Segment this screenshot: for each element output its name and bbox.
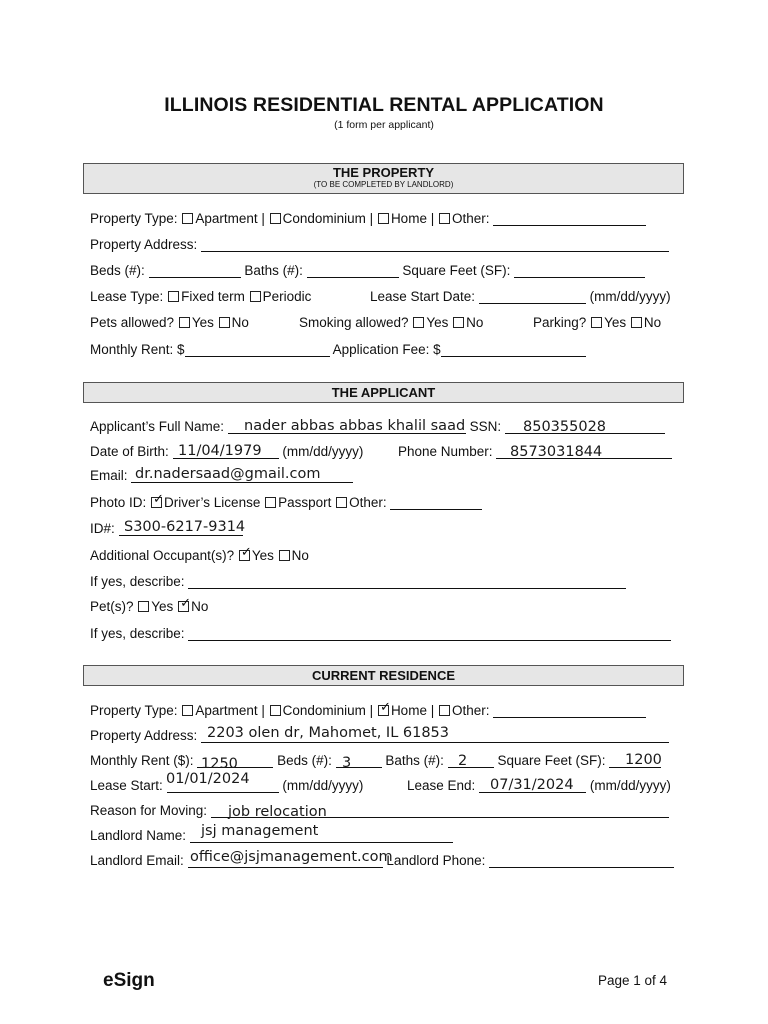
option-label: No [466, 315, 484, 330]
property-type-row [90, 211, 646, 227]
option-label: Yes [251, 548, 274, 563]
rent-fee-row [90, 342, 586, 358]
option-label: No [231, 315, 249, 330]
baths-label: Baths (#): [244, 263, 303, 278]
smoking-allowed-label: Smoking allowed? [299, 315, 409, 330]
checkbox-occupants-no[interactable] [279, 550, 290, 561]
checkbox-passport[interactable] [265, 497, 276, 508]
option-label: No [291, 548, 309, 563]
checkbox-apartment[interactable] [182, 705, 193, 716]
ssn-value: 850355028 [523, 419, 607, 435]
application-fee-label: Application Fee: $ [332, 342, 441, 357]
monthly-rent-field[interactable] [185, 342, 330, 357]
option-label: Passport [278, 495, 332, 510]
option-label: Yes [191, 315, 214, 330]
section-header-residence [83, 665, 684, 686]
sqft-field[interactable] [514, 263, 645, 278]
section-title: THE APPLICANT [331, 385, 436, 400]
property-size-row [90, 263, 645, 279]
landlord-name-value: jsj management [201, 823, 319, 839]
photo-id-label: Photo ID: [90, 495, 147, 510]
checkbox-other[interactable] [439, 213, 450, 224]
landlord-email-value: office@jsjmanagement.com [190, 849, 393, 865]
section-title: THE PROPERTY [332, 165, 435, 180]
pets-describe-field[interactable] [188, 626, 671, 641]
beds-label: Beds (#): [90, 263, 145, 278]
option-label: Other: [451, 211, 490, 226]
pets-label: Pet(s)? [90, 599, 134, 614]
property-address-field[interactable] [201, 237, 669, 252]
residence-details-row [90, 753, 661, 769]
beds-label: Beds (#): [277, 753, 332, 768]
pets-allowed-label: Pets allowed? [90, 315, 175, 330]
occupants-describe-field[interactable] [188, 574, 626, 589]
occupants-describe-row [90, 574, 626, 590]
application-fee-field[interactable] [441, 342, 586, 357]
checkbox-smoking-no[interactable] [453, 317, 464, 328]
section-subtitle: (TO BE COMPLETED BY LANDLORD) [313, 180, 454, 189]
checkbox-drivers-license[interactable] [151, 491, 164, 508]
dob-value: 11/04/1979 [178, 443, 262, 459]
smoking-row [299, 315, 483, 331]
checkbox-condominium[interactable] [270, 213, 281, 224]
sqft-value: 1200 [625, 752, 662, 768]
lease-end-value: 07/31/2024 [490, 777, 574, 793]
property-address-label: Property Address: [90, 728, 198, 743]
beds-field[interactable] [149, 263, 241, 278]
other-type-field[interactable] [493, 211, 646, 226]
date-format-hint: (mm/dd/yyyy) [282, 444, 364, 459]
checkmark-icon: ✓ [240, 544, 252, 559]
checkbox-parking-no[interactable] [631, 317, 642, 328]
section-header-property [83, 163, 684, 194]
lease-start-row [370, 289, 671, 305]
option-label: Fixed term [181, 289, 245, 304]
checkbox-fixed-term[interactable] [168, 291, 179, 302]
describe-label: If yes, describe: [90, 626, 185, 641]
landlord-phone-label: Landlord Phone: [386, 853, 486, 868]
lease-start-label: Lease Start Date: [370, 289, 476, 304]
lease-end-label: Lease End: [407, 778, 476, 793]
checkmark-icon: ✓ [153, 491, 164, 506]
option-label: Condominium | [282, 703, 374, 718]
property-address-label: Property Address: [90, 237, 198, 252]
checkbox-pets-yes[interactable] [138, 601, 149, 612]
option-label: Apartment | [195, 703, 265, 718]
checkbox-home[interactable] [378, 699, 391, 716]
pets-question-row [90, 595, 209, 615]
option-label: Home | [390, 211, 435, 226]
esign-logo: eSign [103, 970, 155, 991]
reason-row [90, 803, 669, 819]
option-label: Apartment | [195, 211, 265, 226]
option-label: Condominium | [282, 211, 374, 226]
id-number-value: S300-6217-9314 [124, 519, 246, 535]
landlord-phone-field[interactable] [489, 853, 674, 868]
monthly-rent-label: Monthly Rent ($): [90, 753, 194, 768]
email-value: dr.nadersaad@gmail.com [135, 466, 321, 482]
form-title: ILLINOIS RESIDENTIAL RENTAL APPLICATION [164, 94, 604, 116]
property-type-label: Property Type: [90, 703, 178, 718]
occupants-label: Additional Occupant(s)? [90, 548, 235, 563]
checkbox-home[interactable] [378, 213, 389, 224]
lease-type-row [90, 289, 311, 305]
option-label: Other: [451, 703, 490, 718]
reason-value: job relocation [228, 804, 327, 820]
form-subtitle: (1 form per applicant) [334, 119, 434, 131]
other-type-field[interactable] [493, 703, 646, 718]
option-label: Home | [390, 703, 435, 718]
checkbox-pets-yes[interactable] [179, 317, 190, 328]
phone-label: Phone Number: [398, 444, 493, 459]
option-label: Yes [426, 315, 449, 330]
checkbox-pets-no[interactable] [178, 595, 191, 612]
phone-value: 8573031844 [510, 444, 603, 460]
baths-field[interactable] [448, 753, 494, 768]
checkbox-smoking-yes[interactable] [413, 317, 424, 328]
option-label: No [191, 599, 209, 614]
option-label: No [643, 315, 662, 330]
section-title: CURRENT RESIDENCE [311, 668, 455, 683]
checkmark-icon: ✓ [379, 699, 391, 714]
email-label: Email: [90, 468, 128, 483]
checkbox-other-id[interactable] [336, 497, 347, 508]
lease-start-field[interactable] [479, 289, 586, 304]
ssn-label: SSN: [469, 419, 502, 434]
property-type-label: Property Type: [90, 211, 178, 226]
lease-start-value: 01/01/2024 [166, 771, 250, 787]
id-number-label: ID#: [90, 521, 115, 536]
pets-describe-row [90, 626, 671, 642]
full-name-label: Applicant’s Full Name: [90, 419, 225, 434]
page-indicator: Page 1 of 4 [598, 973, 668, 988]
sqft-label: Square Feet (SF): [497, 753, 606, 768]
checkbox-condominium[interactable] [270, 705, 281, 716]
occupants-row [90, 544, 309, 564]
describe-label: If yes, describe: [90, 574, 185, 589]
landlord-name-label: Landlord Name: [90, 828, 187, 843]
monthly-rent-value: 1250 [201, 756, 238, 772]
lease-start-label: Lease Start: [90, 778, 163, 793]
parking-label: Parking? [533, 315, 587, 330]
checkbox-apartment[interactable] [182, 213, 193, 224]
dob-label: Date of Birth: [90, 444, 169, 459]
checkmark-icon: ✓ [180, 595, 191, 610]
pets-row [90, 315, 249, 331]
checkbox-periodic[interactable] [250, 291, 261, 302]
date-format-hint: (mm/dd/yyyy) [282, 778, 364, 793]
section-header-applicant [83, 382, 684, 403]
option-label: Other: [349, 495, 387, 510]
date-format-hint: (mm/dd/yyyy) [589, 778, 671, 793]
checkbox-parking-yes[interactable] [591, 317, 602, 328]
checkbox-pets-no[interactable] [219, 317, 230, 328]
residence-address-value: 2203 olen dr, Mahomet, IL 61853 [207, 725, 450, 741]
full-name-value: nader abbas abbas khalil saad [244, 418, 466, 434]
baths-label: Baths (#): [385, 753, 444, 768]
landlord-email-label: Landlord Email: [90, 853, 184, 868]
reason-label: Reason for Moving: [90, 803, 208, 818]
beds-value: 3 [342, 755, 352, 771]
baths-field[interactable] [307, 263, 399, 278]
option-label: Yes [151, 599, 174, 614]
checkbox-other[interactable] [439, 705, 450, 716]
monthly-rent-label: Monthly Rent: $ [90, 342, 185, 357]
option-label: Driver’s License [164, 495, 261, 510]
sqft-label: Square Feet (SF): [402, 263, 511, 278]
checkbox-occupants-yes[interactable] [239, 544, 252, 561]
residence-type-row [90, 699, 646, 719]
baths-value: 2 [458, 753, 468, 769]
option-label: Periodic [262, 289, 312, 304]
photo-id-row [90, 491, 482, 511]
option-label: Yes [604, 315, 627, 330]
parking-row [533, 315, 661, 331]
property-address-row [90, 237, 669, 253]
other-id-field[interactable] [390, 495, 482, 510]
lease-type-label: Lease Type: [90, 289, 164, 304]
date-format-hint: (mm/dd/yyyy) [589, 289, 671, 304]
